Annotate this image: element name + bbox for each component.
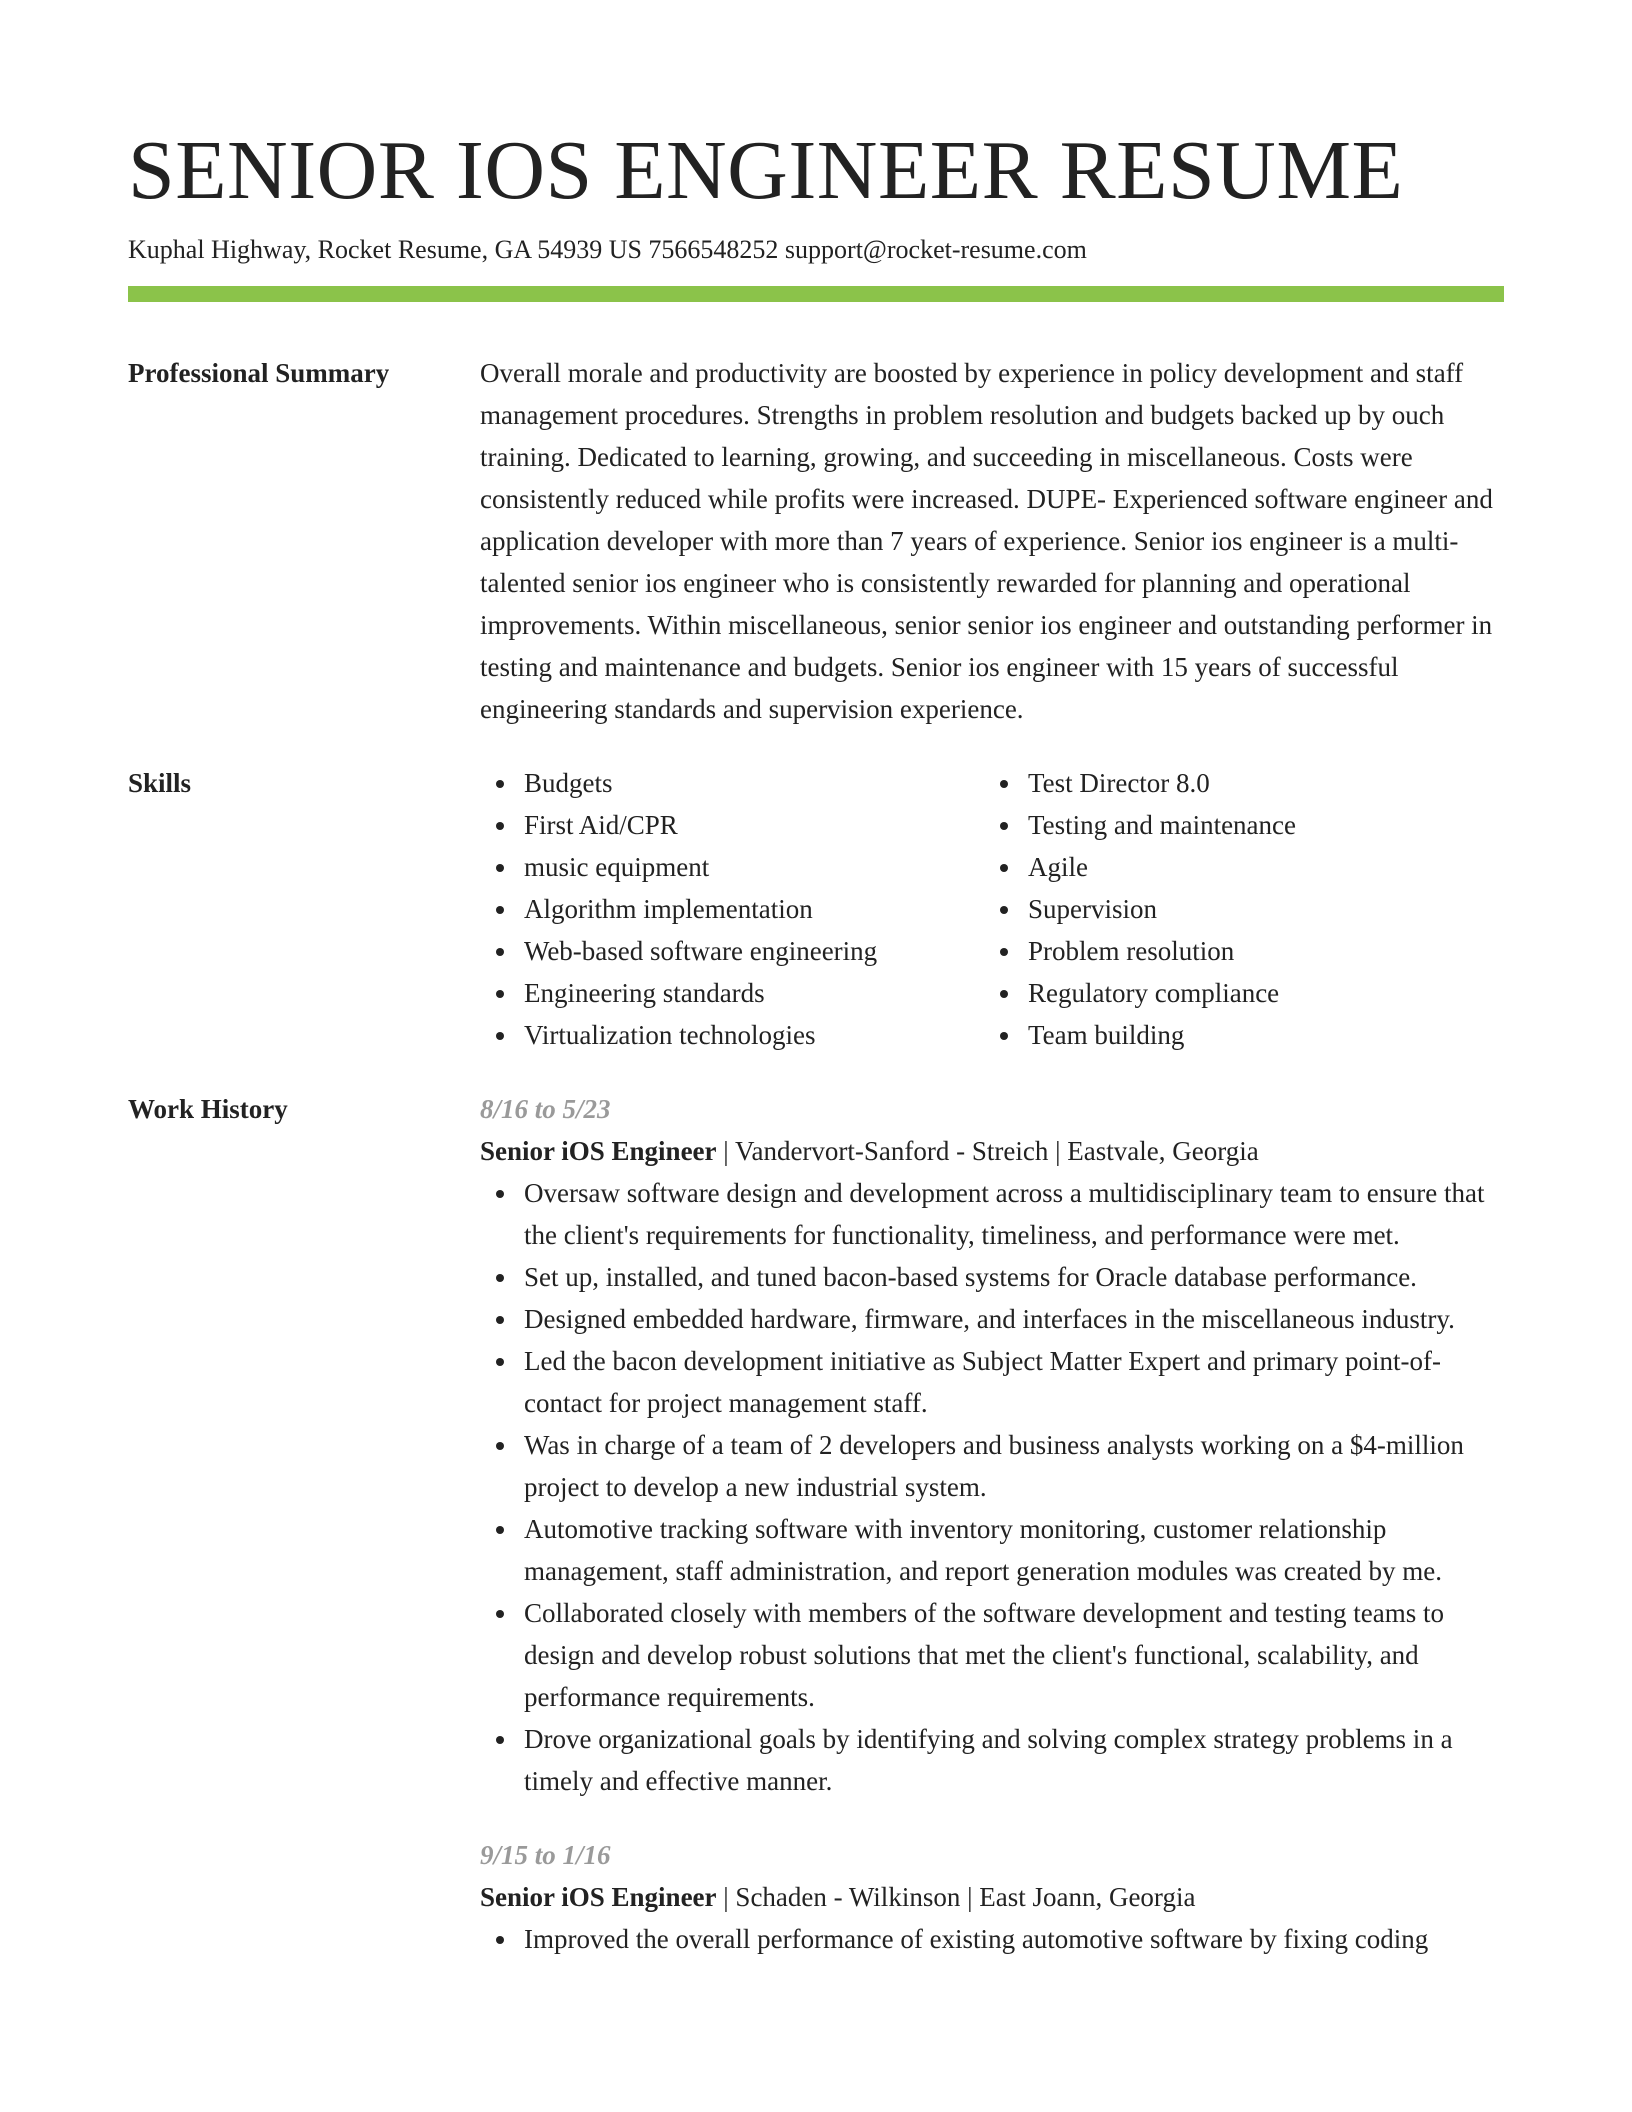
job-bullet: Set up, installed, and tuned bacon-based systems for Oracle database performance. (524, 1256, 1504, 1298)
skills-section (128, 762, 1504, 1056)
job-dates: 8/16 to 5/23 (480, 1094, 611, 1124)
skill-item: Testing and maintenance (1028, 804, 1488, 846)
resume-page (128, 0, 1504, 1960)
job-bullet: Drove organizational goals by identifying and solving complex strategy problems in a timely and effective manner. (524, 1718, 1504, 1802)
skill-item: Team building (1028, 1014, 1488, 1056)
job-details: | Vandervort-Sanford - Streich | Eastvale, Georgia (716, 1136, 1259, 1166)
contact-line: Kuphal Highway, Rocket Resume, GA 54939 US 7566548252 support@rocket-resume.com (128, 235, 1087, 264)
resume-title: SENIOR IOS ENGINEER RESUME (128, 124, 1404, 217)
job-title: Senior iOS Engineer (480, 1136, 717, 1166)
job-dates: 9/15 to 1/16 (480, 1840, 611, 1870)
section-label-summary: Professional Summary (128, 358, 390, 388)
job-bullets (480, 1918, 1504, 1960)
skills-column-left (480, 762, 984, 1056)
professional-summary-section (128, 352, 1504, 730)
skill-item: Algorithm implementation (524, 888, 984, 930)
section-label-work-history: Work History (128, 1094, 288, 1124)
job-entry (480, 1834, 1504, 1960)
skill-item: Problem resolution (1028, 930, 1488, 972)
job-bullet: Designed embedded hardware, firmware, and interfaces in the miscellaneous industry. (524, 1298, 1504, 1340)
skills-grid (480, 762, 1504, 1056)
skill-item: Test Director 8.0 (1028, 762, 1488, 804)
job-role-line (480, 1876, 1504, 1918)
skills-column-right (984, 762, 1488, 1056)
skill-item: Virtualization technologies (524, 1014, 984, 1056)
job-bullet: Improved the overall performance of existing automotive software by fixing coding (524, 1918, 1504, 1960)
job-details: | Schaden - Wilkinson | East Joann, Georgia (716, 1882, 1196, 1912)
job-title: Senior iOS Engineer (480, 1882, 717, 1912)
work-history-section (128, 1088, 1504, 1960)
skill-item: Engineering standards (524, 972, 984, 1014)
skill-item: Supervision (1028, 888, 1488, 930)
job-bullet: Oversaw software design and development across a multidisciplinary team to ensure that the client's requirements for functionality, timeliness, and performance were met. (524, 1172, 1504, 1256)
skill-item: Budgets (524, 762, 984, 804)
skill-item: Web-based software engineering (524, 930, 984, 972)
section-label-skills: Skills (128, 768, 192, 798)
skill-item: Agile (1028, 846, 1488, 888)
summary-text: Overall morale and productivity are boosted by experience in policy development and staff management procedures. Strengths in problem resolution and budgets backed up by ouch training. Dedicated to learning, growing, and succeeding in miscellaneous. Costs were consistently reduced while profits were increased. DUPE- Experienced software engineer and application developer with more than 7 years of experience. Senior ios engineer is a multi-talented senior ios engineer who is consistently rewarded for planning and operational improvements. Within miscellaneous, senior senior ios engineer and outstanding performer in testing and maintenance and budgets. Senior ios engineer with 15 years of successful engineering standards and supervision experience. (480, 358, 1493, 724)
job-bullet: Was in charge of a team of 2 developers and business analysts working on a $4-million project to develop a new industrial system. (524, 1424, 1504, 1508)
job-entry (480, 1088, 1504, 1802)
job-bullet: Automotive tracking software with inventory monitoring, customer relationship management, staff administration, and report generation modules was created by me. (524, 1508, 1504, 1592)
work-history-body (480, 1088, 1504, 1960)
skill-item: music equipment (524, 846, 984, 888)
skill-item: Regulatory compliance (1028, 972, 1488, 1014)
job-bullet: Led the bacon development initiative as Subject Matter Expert and primary point-of-contact for project management staff. (524, 1340, 1504, 1424)
job-role-line (480, 1130, 1504, 1172)
job-bullet: Collaborated closely with members of the software development and testing teams to design and develop robust solutions that met the client's functional, scalability, and performance requirements. (524, 1592, 1504, 1718)
skill-item: First Aid/CPR (524, 804, 984, 846)
job-bullets (480, 1172, 1504, 1802)
header-divider (128, 286, 1504, 302)
